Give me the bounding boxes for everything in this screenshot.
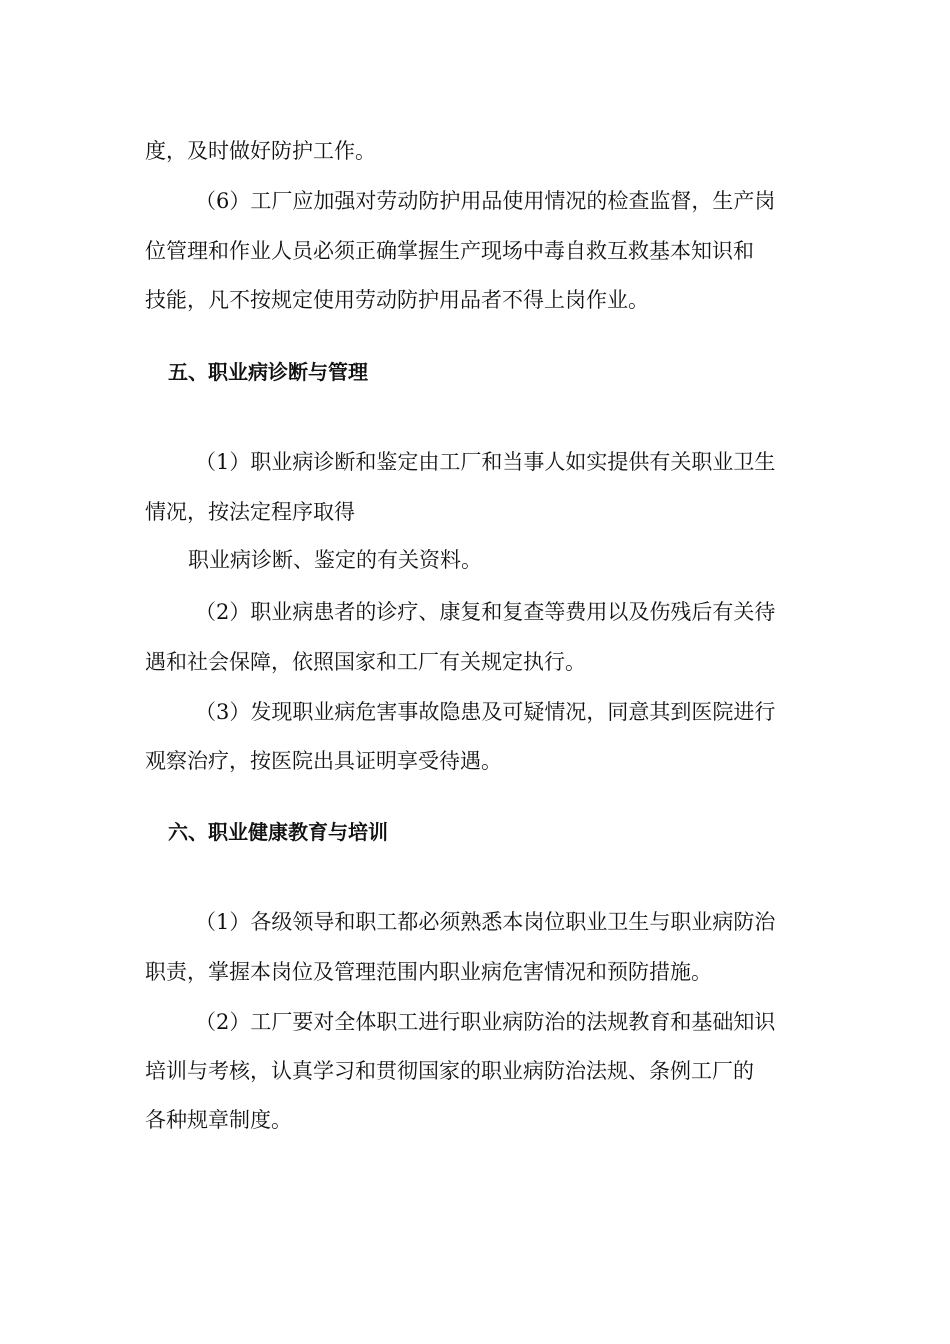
paragraph-line: 度，及时做好防护工作。	[145, 139, 376, 163]
paragraph-line: 培训与考核，认真学习和贯彻国家的职业病防治法规、条例工厂的	[145, 1059, 754, 1083]
paragraph-line: （3）发现职业病危害事故隐患及可疑情况，同意其到医院进行	[195, 700, 776, 724]
section-heading: 六、职业健康教育与培训	[168, 820, 388, 844]
paragraph-line: 各种规章制度。	[145, 1108, 292, 1132]
paragraph-line: （1）各级领导和职工都必须熟悉本岗位职业卫生与职业病防治	[195, 910, 776, 934]
paragraph-line: （2）工厂要对全体职工进行职业病防治的法规教育和基础知识	[195, 1010, 776, 1034]
paragraph-line: 观察治疗，按医院出具证明享受待遇。	[145, 749, 502, 773]
paragraph-line: 职责，掌握本岗位及管理范围内职业病危害情况和预防措施。	[145, 960, 712, 984]
paragraph-line: 位管理和作业人员必须正确掌握生产现场中毒自救互救基本知识和	[145, 239, 754, 263]
paragraph-line: 遇和社会保障，依照国家和工厂有关规定执行。	[145, 650, 586, 674]
paragraph-line: （1）职业病诊断和鉴定由工厂和当事人如实提供有关职业卫生	[195, 450, 776, 474]
section-heading: 五、职业病诊断与管理	[168, 360, 368, 384]
paragraph-line: （2）职业病患者的诊疗、康复和复查等费用以及伤残后有关待	[195, 600, 776, 624]
paragraph-line: 技能，凡不按规定使用劳动防护用品者不得上岗作业。	[145, 288, 649, 312]
paragraph-line: 情况，按法定程序取得	[145, 500, 355, 524]
paragraph-line: （6）工厂应加强对劳动防护用品使用情况的检查监督，生产岗	[195, 189, 776, 213]
paragraph-line: 职业病诊断、鉴定的有关资料。	[188, 548, 482, 572]
